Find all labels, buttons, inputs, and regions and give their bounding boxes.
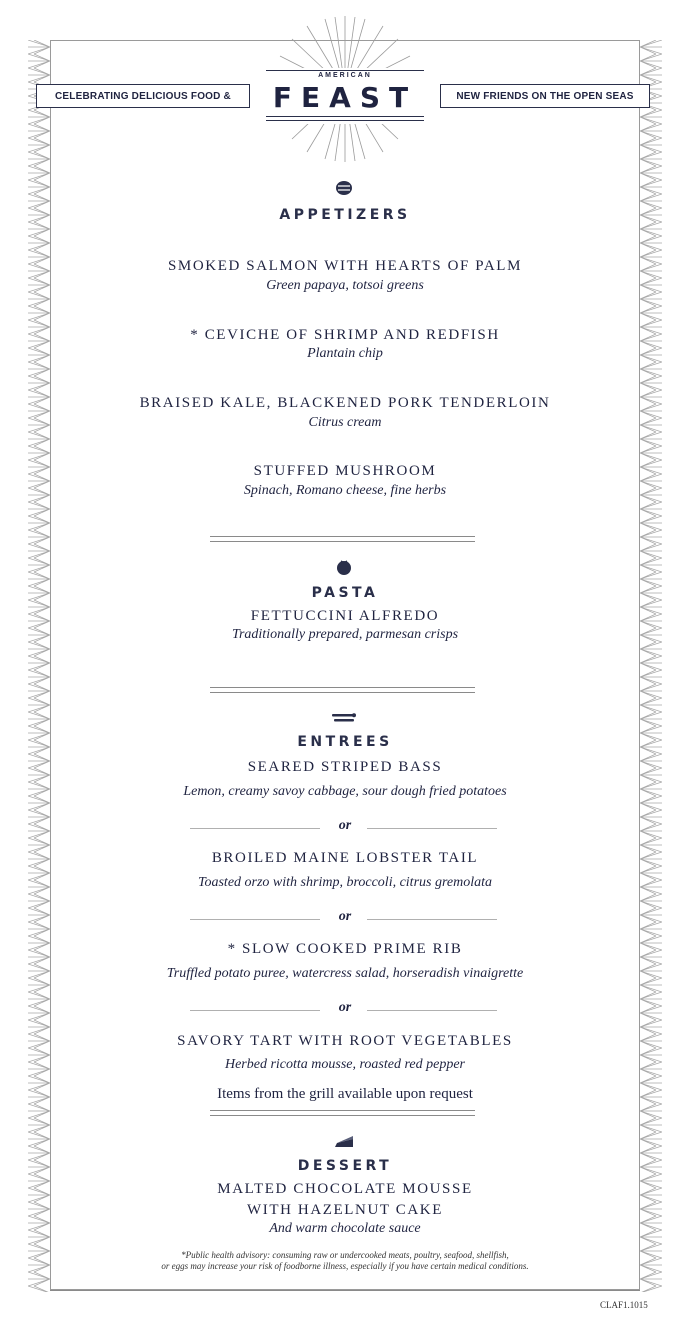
- or-separator: or: [338, 909, 352, 924]
- dish-description: Citrus cream: [308, 415, 382, 430]
- dish-description: Green papaya, totsoi greens: [266, 278, 424, 293]
- dish-description: Plantain chip: [307, 346, 383, 361]
- logo-title: FEAST: [272, 81, 418, 114]
- dish-description: Truffled potato puree, watercress salad, horseradish vinaigrette: [166, 966, 524, 981]
- or-separator: or: [338, 1000, 352, 1015]
- menu-code: CLAF1.1015: [600, 1300, 648, 1310]
- section-title-appetizers: APPETIZERS: [279, 207, 411, 223]
- section-divider: [210, 687, 475, 693]
- section-divider: [210, 536, 475, 542]
- health-advisory-line-2: or eggs may increase your risk of foodborne illness, especially if you have certain medical conditions.: [161, 1261, 529, 1271]
- section-title-pasta: PASTA: [311, 585, 379, 601]
- banner-left: CELEBRATING DELICIOUS FOOD &: [36, 84, 250, 108]
- dish-name: WITH HAZELNUT CAKE: [247, 1202, 443, 1218]
- dish-description: Traditionally prepared, parmesan crisps: [231, 627, 459, 642]
- dish-name: * CEVICHE OF SHRIMP AND REDFISH: [190, 327, 500, 343]
- right-border-pattern: [640, 40, 662, 1292]
- dish-description: Lemon, creamy savoy cabbage, sour dough fried potatoes: [183, 784, 507, 799]
- or-divider-line: [367, 919, 497, 920]
- dish-name: SMOKED SALMON WITH HEARTS OF PALM: [167, 258, 522, 274]
- or-divider-line: [367, 1010, 497, 1011]
- health-advisory-line-1: *Public health advisory: consuming raw or undercooked meats, poultry, seafood, shellfish,: [181, 1250, 509, 1260]
- or-divider-line: [367, 828, 497, 829]
- dish-name: MALTED CHOCOLATE MOUSSE: [217, 1181, 473, 1197]
- section-title-dessert: DESSERT: [297, 1158, 393, 1174]
- cake-slice-icon: [333, 1133, 355, 1149]
- left-border-pattern: [28, 40, 50, 1292]
- dish-name: SAVORY TART WITH ROOT VEGETABLES: [177, 1033, 513, 1049]
- or-separator: or: [338, 818, 352, 833]
- tomato-icon: [335, 558, 353, 576]
- grill-note: Items from the grill available upon request: [217, 1086, 473, 1102]
- dish-name: * SLOW COOKED PRIME RIB: [227, 941, 463, 957]
- american-feast-logo: [258, 68, 432, 124]
- dish-name: STUFFED MUSHROOM: [253, 463, 437, 479]
- section-title-entrees: ENTREES: [297, 734, 393, 750]
- dish-description: Spinach, Romano cheese, fine herbs: [243, 483, 447, 498]
- banner-right: NEW FRIENDS ON THE OPEN SEAS: [440, 84, 650, 108]
- dish-name: FETTUCCINI ALFREDO: [250, 608, 440, 624]
- fork-knife-icon: [331, 712, 357, 724]
- section-divider: [210, 1110, 475, 1116]
- dish-name: BROILED MAINE LOBSTER TAIL: [211, 850, 479, 866]
- bottom-rule: [50, 1290, 640, 1291]
- logo-subtitle: AMERICAN: [318, 72, 372, 79]
- shell-icon: [335, 180, 353, 196]
- dish-description: And warm chocolate sauce: [269, 1221, 421, 1236]
- dish-description: Herbed ricotta mousse, roasted red pepper: [224, 1057, 466, 1072]
- dish-name: SEARED STRIPED BASS: [247, 759, 443, 775]
- dish-description: Toasted orzo with shrimp, broccoli, citrus gremolata: [197, 875, 493, 890]
- dish-name: BRAISED KALE, BLACKENED PORK TENDERLOIN: [139, 395, 551, 411]
